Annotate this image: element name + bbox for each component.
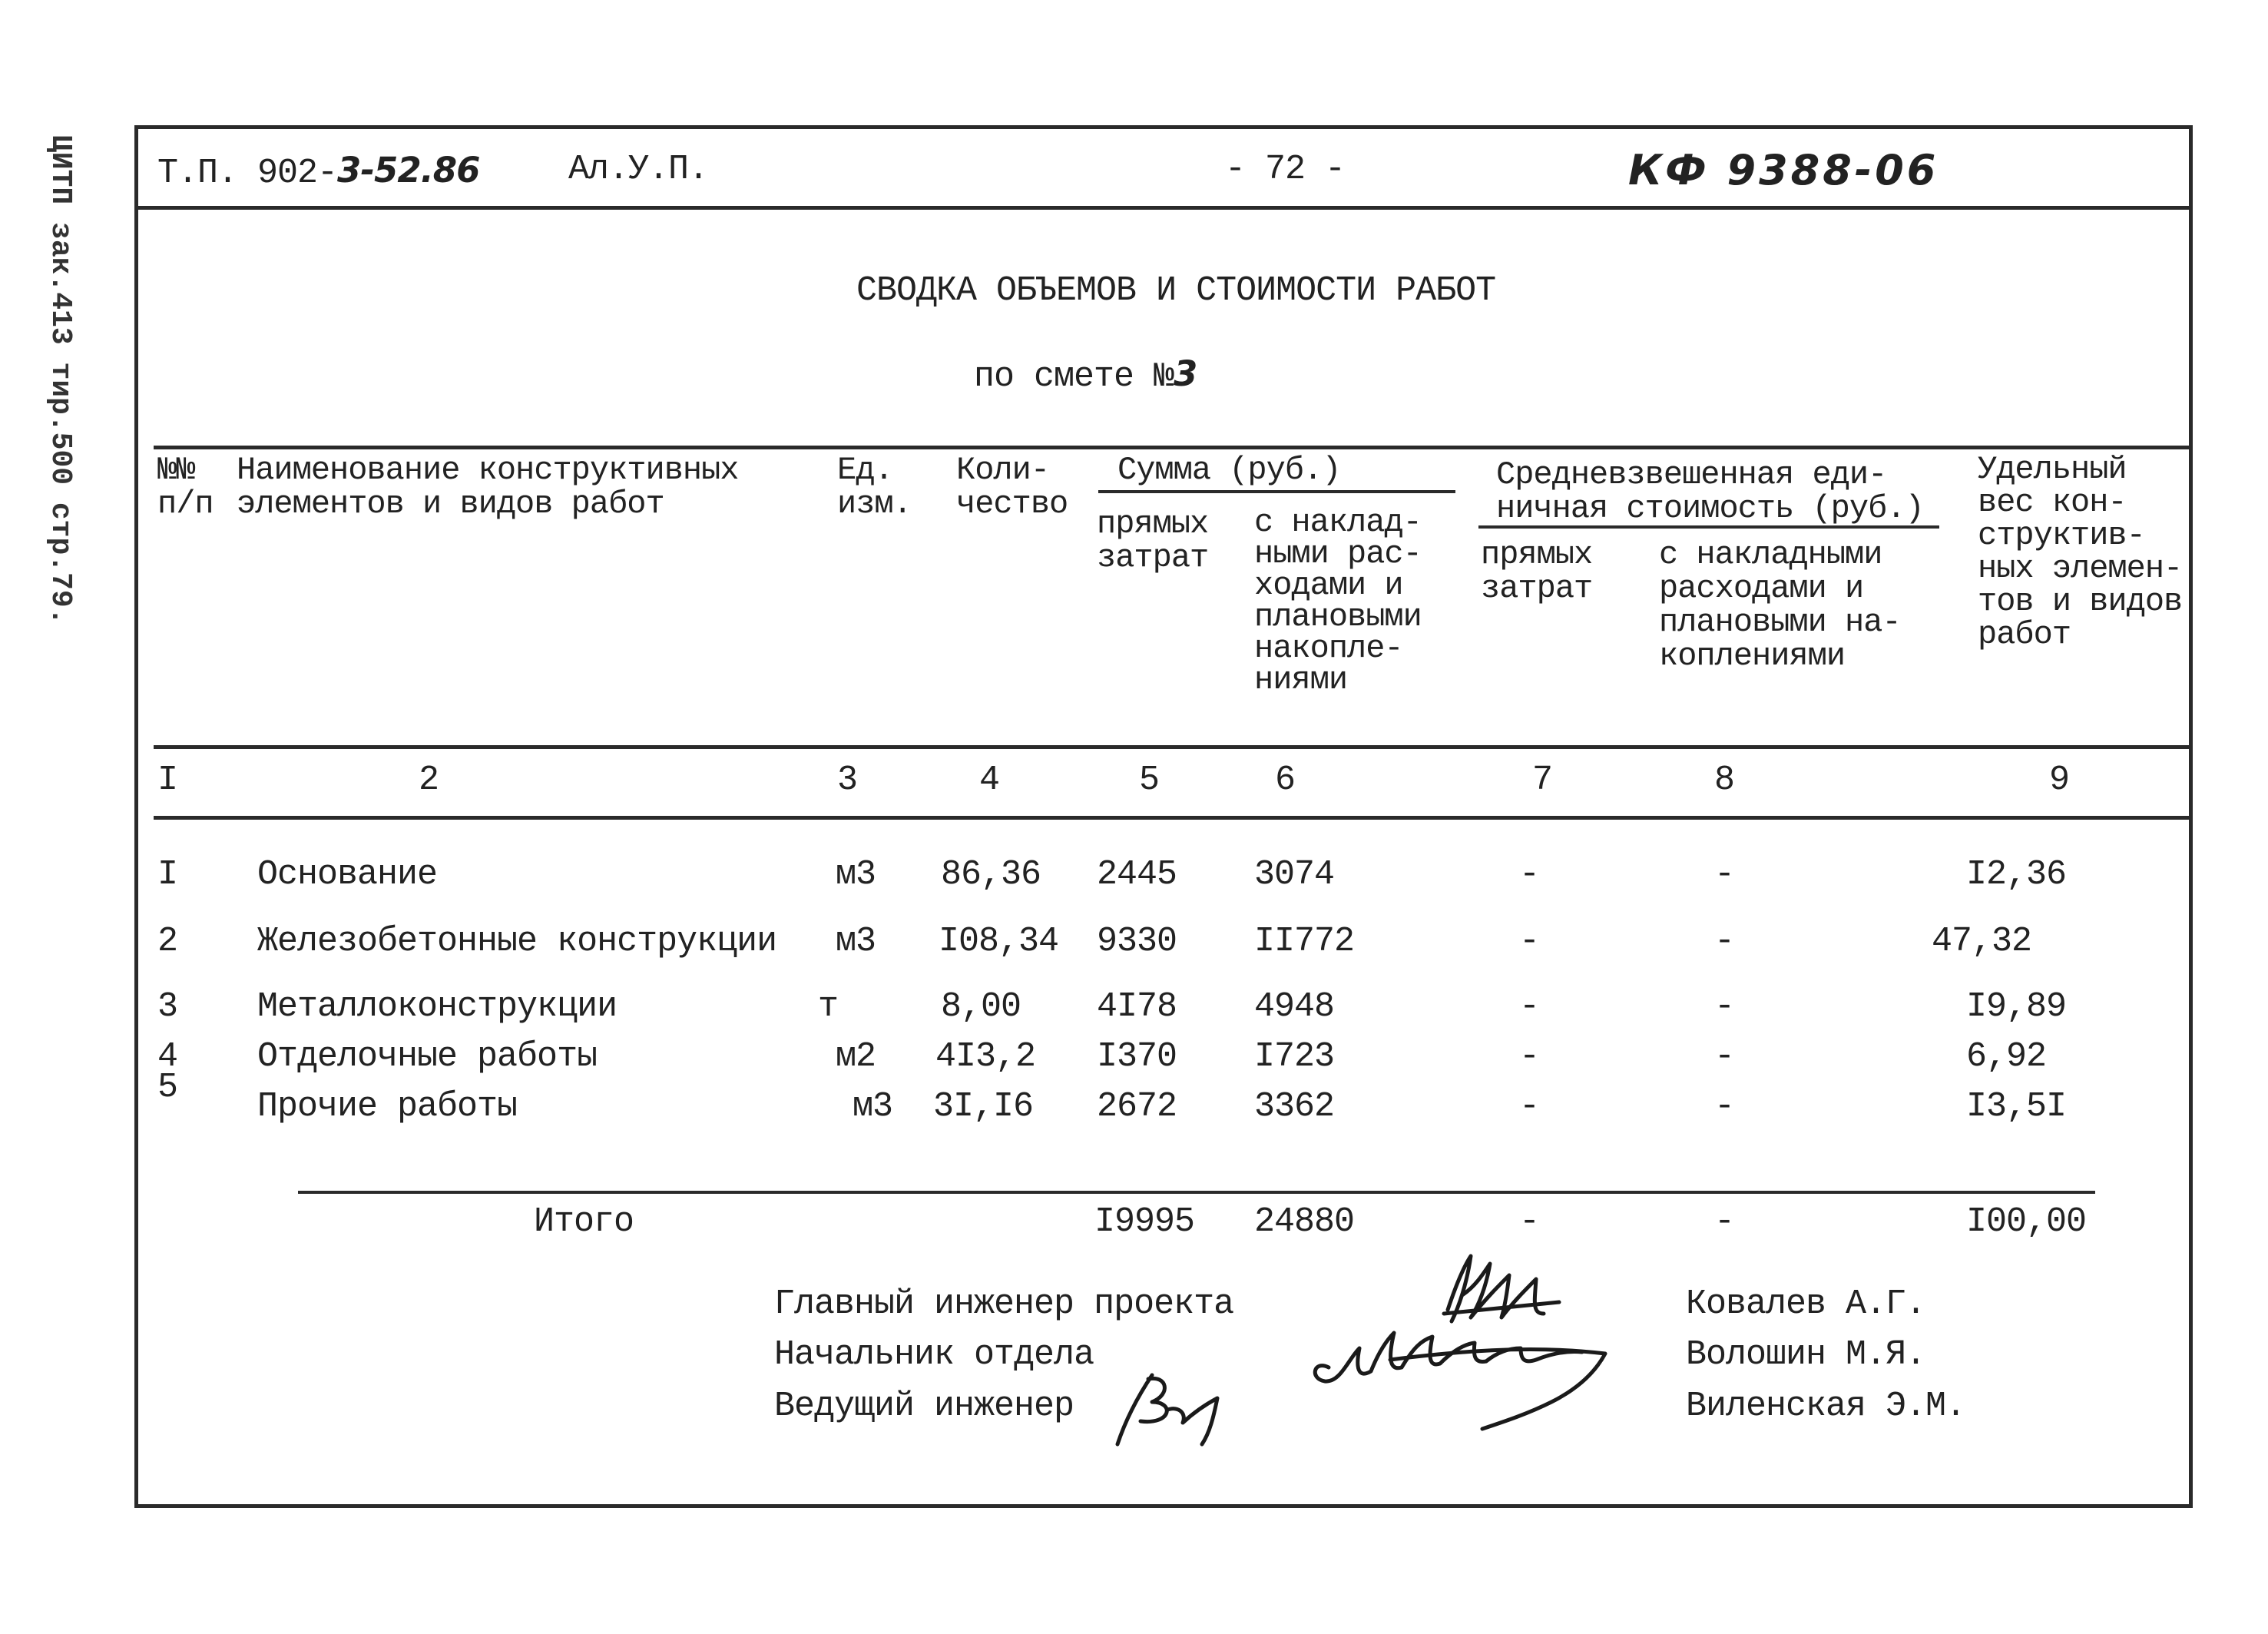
row-share: I9,89 [1966,987,2067,1026]
row-unit: м3 [836,922,876,961]
row-name: Прочие работы [257,1087,518,1126]
row-share: 6,92 [1966,1037,2047,1076]
signature-name: Волошин М.Я. [1686,1335,1926,1374]
col-header-avg-group: Средневзвешенная еди- ничная стоимость (руб.) [1496,456,1924,527]
album-label: Ал.У.П. [568,150,709,189]
col-number: I [157,761,178,800]
row-avg-overhead: - [1714,1037,1735,1076]
row-sum-overhead: 4948 [1254,987,1335,1026]
margin-note: ЦИТП зак.413 тир.500 стр.79. [44,134,77,625]
estimate-subtitle: по смете №3 [974,353,1197,396]
row-share: I3,5I [1966,1087,2067,1126]
row-name: Основание [257,855,438,894]
row-sum-overhead: 3074 [1254,855,1335,894]
row-num: 2 [157,922,178,961]
row-sum-direct: I370 [1097,1037,1177,1076]
signature-scribble-department-head [1298,1306,1636,1437]
row-qty: I08,34 [939,922,1059,961]
col-header-avg-overhead: с накладными расходами и плановыми на- коплениями [1659,536,1901,674]
col-number: 8 [1714,761,1735,800]
tp-label: Т.П. 902-3-52.86 [157,150,480,193]
row-sum-overhead: I723 [1254,1037,1335,1076]
row-name: Металлоконструкции [257,987,617,1026]
row-sum-overhead: II772 [1254,922,1355,961]
signature-scribble-lead-engineer [1106,1367,1244,1452]
row-num: 3 [157,987,178,1026]
row-avg-direct: - [1519,1087,1540,1126]
title-divider [154,446,2193,449]
row-name: Железобетонные конструкции [257,922,777,961]
col-number: 6 [1275,761,1296,800]
row-num: 5 [157,1068,178,1107]
total-share: I00,00 [1966,1202,2087,1241]
col-header-sum-group: Сумма (руб.) [1117,452,1341,489]
avg-group-underline [1478,525,1939,529]
row-sum-direct: 2445 [1097,855,1177,894]
header-rule [154,745,2193,749]
row-avg-overhead: - [1714,855,1735,894]
row-unit: м3 [853,1087,893,1126]
col-number: 5 [1139,761,1160,800]
row-avg-direct: - [1519,855,1540,894]
row-avg-overhead: - [1714,1087,1735,1126]
col-header-num: №№ п/п [157,452,214,522]
signature-name: Ковалев А.Г. [1686,1284,1926,1324]
col-number: 4 [979,761,1000,800]
row-qty: 3I,I6 [933,1087,1034,1126]
total-sum-direct: I9995 [1094,1202,1195,1241]
row-avg-overhead: - [1714,987,1735,1026]
row-qty: 8,00 [941,987,1021,1026]
row-sum-direct: 4I78 [1097,987,1177,1026]
row-sum-direct: 9330 [1097,922,1177,961]
col-header-share: Удельный вес кон- структив- ных элемен- тов и видов работ [1978,451,2183,653]
col-header-avg-direct: прямых затрат [1481,536,1593,607]
row-share: I2,36 [1966,855,2067,894]
total-label: Итого [534,1202,634,1241]
row-name: Отделочные работы [257,1037,598,1076]
col-header-sum-direct: прямых затрат [1097,505,1209,576]
page-number: - 72 - [1225,150,1346,189]
header-divider [134,206,2193,210]
row-avg-overhead: - [1714,922,1735,961]
document-code: КФ 9388-06 [1628,146,1939,194]
total-rule [298,1191,2095,1194]
row-unit: м3 [836,855,876,894]
column-number-rule [154,816,2193,820]
total-avg-overhead: - [1714,1202,1735,1241]
col-number: 3 [837,761,858,800]
signature-role: Ведущий инженер [774,1387,1074,1426]
row-unit: м2 [836,1037,876,1076]
row-num: I [157,855,178,894]
row-num: 4 [157,1037,178,1076]
row-avg-direct: - [1519,987,1540,1026]
signature-role: Начальник отдела [774,1335,1094,1374]
col-number: 2 [419,761,439,800]
col-number: 9 [2049,761,2070,800]
row-sum-direct: 2672 [1097,1087,1177,1126]
document-title: СВОДКА ОБЪЕМОВ И СТОИМОСТИ РАБОТ [856,271,1496,310]
col-number: 7 [1532,761,1553,800]
row-unit: т [818,987,839,1026]
col-header-name: Наименование конструктивных элементов и видов работ [237,452,739,522]
row-avg-direct: - [1519,922,1540,961]
row-qty: 86,36 [941,855,1041,894]
col-header-unit: Ед. изм. [837,452,912,522]
signature-name: Виленская Э.М. [1686,1387,1966,1426]
col-header-sum-overhead: с наклад- ными рас- ходами и плановыми накопле- ниями [1254,504,1422,698]
signature-role: Главный инженер проекта [774,1284,1234,1324]
row-qty: 4I3,2 [935,1037,1036,1076]
sum-group-underline [1098,490,1455,493]
row-avg-direct: - [1519,1037,1540,1076]
col-header-qty: Коли- чество [956,452,1068,522]
row-sum-overhead: 3362 [1254,1087,1335,1126]
total-avg-direct: - [1519,1202,1540,1241]
total-sum-overhead: 24880 [1254,1202,1355,1241]
row-share: 47,32 [1932,922,2032,961]
